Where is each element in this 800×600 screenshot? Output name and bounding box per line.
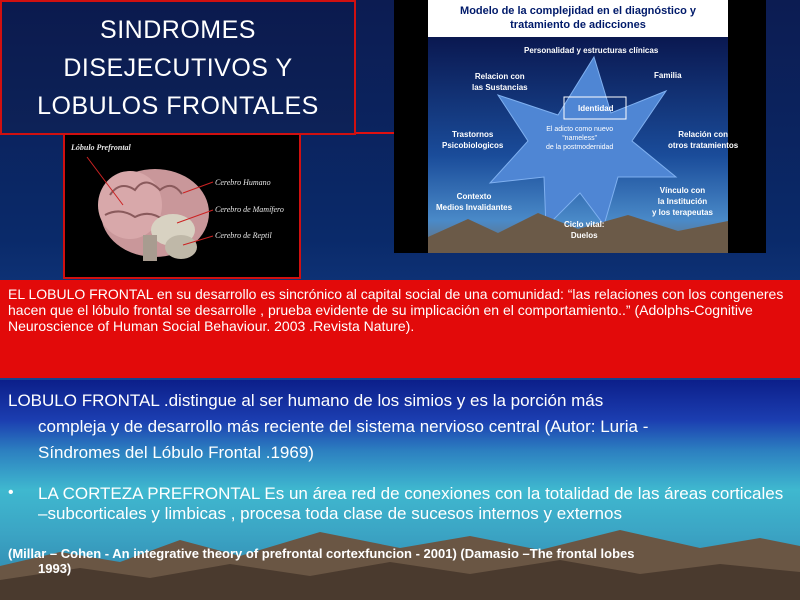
label-contexto-2: Medios Invalidantes	[436, 203, 513, 212]
paragraph-lobulo-frontal	[8, 388, 788, 466]
citation-line-1: (Millar – Cohen - An integrative theory of prefrontal cortexfuncion - 2001) (Damasio –The frontal lobes	[8, 546, 635, 561]
label-trastornos-2: Psicobiologicos	[442, 141, 504, 150]
label-adicto-2: “nameless”	[562, 135, 597, 142]
addiction-model-diagram	[394, 0, 766, 253]
diagram-panel	[428, 37, 739, 253]
label-human-brain: Cerebro Humano	[215, 178, 271, 187]
diagram-heading	[428, 0, 728, 37]
label-relacion-sustancias-1: Relacion con	[474, 72, 525, 81]
citation-text	[8, 546, 798, 576]
label-relacion-otros-2: otros tratamientos	[668, 141, 739, 150]
label-vinculo-1: Vínculo con	[659, 186, 706, 195]
paragraph-1-line-1: LOBULO FRONTAL .distingue al ser humano de los simios y es la porción más	[8, 391, 604, 410]
label-reptile-brain: Cerebro de Reptil	[215, 231, 272, 240]
label-contexto-1: Contexto	[456, 192, 492, 201]
title-line-2: DISEJECUTIVOS Y	[63, 53, 293, 82]
bullet-marker: •	[8, 484, 14, 501]
diagram-heading-line-1: Modelo de la complejidad en el diagnóstico y	[460, 5, 696, 17]
label-vinculo-3: y los terapeutas	[652, 208, 713, 217]
label-trastornos-1: Trastornos	[452, 130, 494, 139]
label-mammal-brain: Cerebro de Mamífero	[215, 205, 284, 214]
brain-image	[63, 133, 301, 279]
label-adicto-1: El adicto como nuevo	[546, 126, 614, 133]
label-vinculo-2: la Institución	[657, 197, 708, 206]
label-personalidad: Personalidad y estructuras clínicas	[524, 46, 659, 55]
label-relacion-otros-1: Relación con	[678, 130, 729, 139]
paragraph-corteza-prefrontal: LA CORTEZA PREFRONTAL Es un área red de conexiones con la totalidad de las áreas corticales –subcorticales y limbicas , procesa toda clase de sucesos internos y externos	[38, 484, 784, 523]
label-ciclo-2: Duelos	[570, 231, 598, 240]
slide-title	[0, 0, 356, 135]
label-adicto-3: de la postmodernidad	[546, 144, 614, 151]
frontal-lobe-quote: EL LOBULO FRONTAL en su desarrollo es sincrónico al capital social de una comunidad: “las relaciones con los congeneres hacen que el lóbulo frontal se desarrolle , prueba evidente de su implicación en el comportamiento..” (Adolphs-Cognitive Neuroscience of Human Social Behaviour. 2003 .Revista Nature).	[8, 286, 784, 334]
citation-line-2: 1993)	[38, 561, 72, 576]
label-prefrontal: Lóbulo Prefrontal	[71, 143, 131, 152]
label-ciclo-1: Ciclo vital:	[564, 220, 605, 229]
label-relacion-sustancias-2: las Sustancias	[472, 83, 528, 92]
label-familia: Familia	[654, 71, 682, 80]
paragraph-1-line-2: compleja y de desarrollo más reciente del sistema nervioso central (Autor: Luria -	[38, 417, 649, 436]
diagram-heading-line-2: tratamiento de adicciones	[510, 19, 646, 31]
paragraph-1-line-3: Síndromes del Lóbulo Frontal .1969)	[38, 443, 314, 462]
title-line-3: LOBULOS FRONTALES	[37, 91, 319, 120]
title-line-1: SINDROMES	[100, 15, 256, 44]
label-identidad: Identidad	[578, 104, 614, 113]
